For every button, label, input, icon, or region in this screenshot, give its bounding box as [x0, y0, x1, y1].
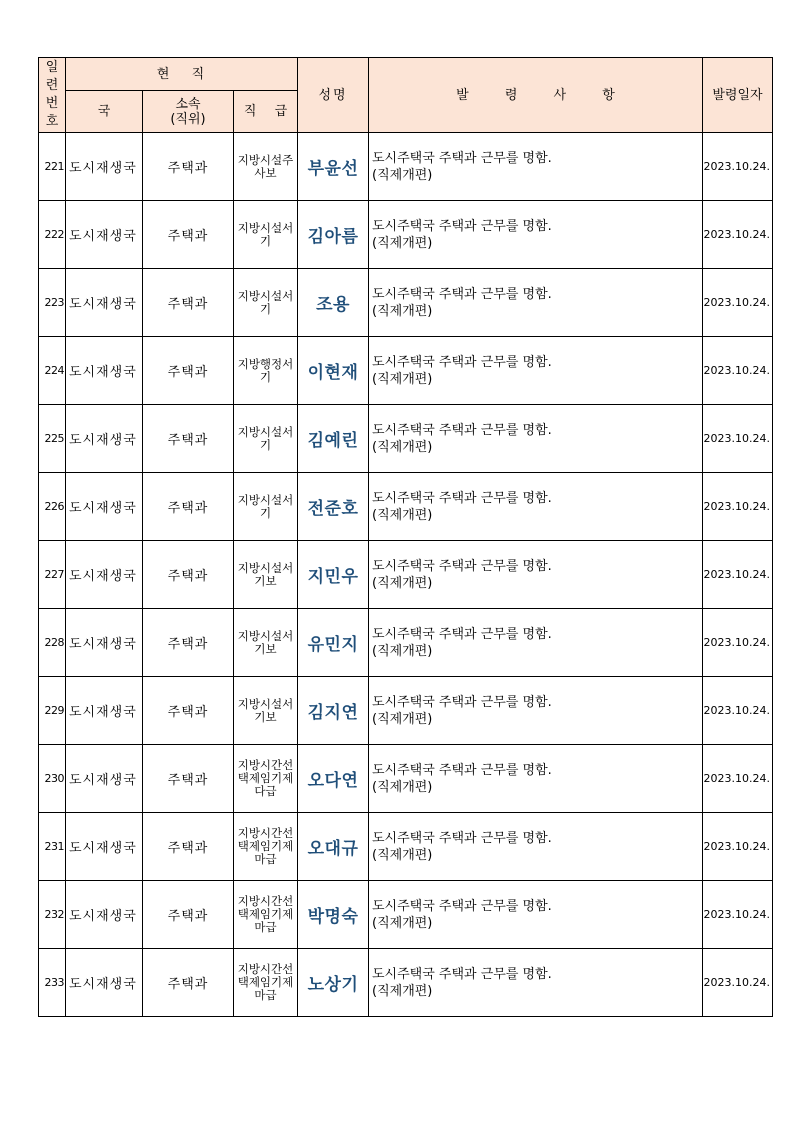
row-number — [39, 745, 66, 813]
row-name — [298, 813, 369, 881]
row-date-text: 2023.10.24. — [703, 500, 770, 513]
row-grade — [234, 541, 298, 609]
row-name-text: 부윤선 — [307, 159, 359, 179]
row-number — [39, 541, 66, 609]
row-name — [298, 269, 369, 337]
row-section — [143, 133, 234, 201]
row-bureau-text: 도시재생국 — [69, 773, 137, 788]
row-bureau — [66, 677, 143, 745]
row-grade-text: 지방시설주 사보 — [237, 152, 294, 180]
row-bureau — [66, 201, 143, 269]
row-number-text: 226 — [44, 500, 64, 513]
row-order — [369, 201, 703, 269]
row-order-text: 도시주택국 주택과 근무를 명함. (직제개편) — [372, 150, 552, 183]
row-bureau-text: 도시재생국 — [69, 433, 137, 448]
row-date-text: 2023.10.24. — [703, 772, 770, 785]
row-date-text: 2023.10.24. — [703, 976, 770, 989]
row-date — [703, 541, 773, 609]
row-section — [143, 745, 234, 813]
row-section — [143, 881, 234, 949]
row-number-text: 225 — [44, 432, 64, 445]
row-number-text: 228 — [44, 636, 64, 649]
row-name-text: 오다연 — [307, 771, 359, 791]
header-date: 발령일자 — [703, 58, 773, 133]
row-section — [143, 541, 234, 609]
header-section — [143, 91, 234, 133]
row-number-text: 222 — [44, 228, 64, 241]
row-grade — [234, 881, 298, 949]
row-grade-text: 지방시설서 기 — [237, 492, 294, 520]
table-row — [39, 609, 773, 677]
row-number-text: 224 — [44, 364, 64, 377]
row-bureau — [66, 269, 143, 337]
row-section — [143, 201, 234, 269]
table-row — [39, 133, 773, 201]
row-date-text: 2023.10.24. — [703, 432, 770, 445]
row-grade-text: 지방시설서 기 — [237, 288, 294, 316]
row-number-text: 227 — [44, 568, 64, 581]
row-number — [39, 269, 66, 337]
row-grade — [234, 677, 298, 745]
row-grade — [234, 405, 298, 473]
row-number — [39, 201, 66, 269]
row-number — [39, 473, 66, 541]
row-date-text: 2023.10.24. — [703, 364, 770, 377]
row-order-text: 도시주택국 주택과 근무를 명함. (직제개편) — [372, 830, 552, 863]
row-grade — [234, 269, 298, 337]
row-bureau-text: 도시재생국 — [69, 297, 137, 312]
row-grade-text: 지방시설서 기 — [237, 424, 294, 452]
row-order-text: 도시주택국 주택과 근무를 명함. (직제개편) — [372, 762, 552, 795]
row-grade — [234, 201, 298, 269]
row-name — [298, 949, 369, 1017]
row-order — [369, 337, 703, 405]
row-name-text: 노상기 — [307, 975, 359, 995]
row-date-text: 2023.10.24. — [703, 568, 770, 581]
row-name — [298, 609, 369, 677]
table-row — [39, 745, 773, 813]
row-bureau — [66, 609, 143, 677]
row-name — [298, 201, 369, 269]
row-bureau-text: 도시재생국 — [69, 977, 137, 992]
row-order-text: 도시주택국 주택과 근무를 명함. (직제개편) — [372, 626, 552, 659]
table-row — [39, 881, 773, 949]
row-grade — [234, 473, 298, 541]
row-date-text: 2023.10.24. — [703, 160, 770, 173]
table-row — [39, 405, 773, 473]
row-bureau — [66, 133, 143, 201]
row-bureau-text: 도시재생국 — [69, 637, 137, 652]
row-bureau — [66, 541, 143, 609]
row-grade-text: 지방시설서 기보 — [237, 628, 294, 656]
row-bureau-text: 도시재생국 — [69, 909, 137, 924]
row-number — [39, 609, 66, 677]
table-row — [39, 337, 773, 405]
row-name-text: 유민지 — [307, 635, 359, 655]
row-order-text: 도시주택국 주택과 근무를 명함. (직제개편) — [372, 898, 552, 931]
row-grade — [234, 337, 298, 405]
row-number — [39, 949, 66, 1017]
row-name-text: 김예린 — [307, 431, 359, 451]
row-number — [39, 881, 66, 949]
table-row — [39, 473, 773, 541]
row-name-text: 오대규 — [307, 839, 359, 859]
row-number-text: 230 — [44, 772, 64, 785]
row-bureau-text: 도시재생국 — [69, 841, 137, 856]
row-number-text: 232 — [44, 908, 64, 921]
row-number — [39, 677, 66, 745]
row-date-text: 2023.10.24. — [703, 840, 770, 853]
row-number-text: 233 — [44, 976, 64, 989]
row-section-text: 주택과 — [167, 977, 209, 992]
row-date-text: 2023.10.24. — [703, 296, 770, 309]
row-order — [369, 473, 703, 541]
row-date — [703, 133, 773, 201]
table-row — [39, 269, 773, 337]
row-date — [703, 473, 773, 541]
row-section — [143, 949, 234, 1017]
row-section-text: 주택과 — [167, 705, 209, 720]
row-name-text: 전준호 — [307, 499, 359, 519]
row-section — [143, 813, 234, 881]
header-section-label: 소속 (직위) — [170, 96, 206, 127]
row-name — [298, 473, 369, 541]
row-name-text: 김지연 — [307, 703, 359, 723]
header-name: 성명 — [298, 58, 369, 133]
row-section-text: 주택과 — [167, 297, 209, 312]
row-order-text: 도시주택국 주택과 근무를 명함. (직제개편) — [372, 286, 552, 319]
row-bureau — [66, 405, 143, 473]
row-grade-text: 지방시간선 택제임기제 마급 — [237, 826, 294, 866]
row-section-text: 주택과 — [167, 161, 209, 176]
row-grade-text: 지방시간선 택제임기제 마급 — [237, 962, 294, 1002]
row-section-text: 주택과 — [167, 841, 209, 856]
table-row — [39, 201, 773, 269]
row-date — [703, 201, 773, 269]
row-date — [703, 949, 773, 1017]
row-name — [298, 881, 369, 949]
row-bureau — [66, 949, 143, 1017]
header-order: 발 령 사 항 — [369, 58, 703, 133]
row-name-text: 지민우 — [307, 567, 359, 587]
row-order — [369, 881, 703, 949]
row-grade — [234, 745, 298, 813]
row-bureau — [66, 337, 143, 405]
row-order — [369, 745, 703, 813]
row-bureau-text: 도시재생국 — [69, 161, 137, 176]
row-bureau-text: 도시재생국 — [69, 229, 137, 244]
row-grade-text: 지방시간선 택제임기제 다급 — [237, 758, 294, 798]
row-grade-text: 지방시설서 기 — [237, 220, 294, 248]
row-order-text: 도시주택국 주택과 근무를 명함. (직제개편) — [372, 966, 552, 999]
row-bureau-text: 도시재생국 — [69, 569, 137, 584]
table-row — [39, 677, 773, 745]
row-section — [143, 473, 234, 541]
row-bureau-text: 도시재생국 — [69, 365, 137, 380]
row-grade-text: 지방시설서 기보 — [237, 560, 294, 588]
row-order — [369, 541, 703, 609]
row-number — [39, 813, 66, 881]
row-date-text: 2023.10.24. — [703, 228, 770, 241]
row-bureau-text: 도시재생국 — [69, 705, 137, 720]
row-section — [143, 677, 234, 745]
header-serial-label: 일 련 번 호 — [45, 60, 59, 129]
row-date-text: 2023.10.24. — [703, 636, 770, 649]
row-name-text: 조용 — [316, 295, 350, 315]
table-row — [39, 949, 773, 1017]
row-bureau — [66, 881, 143, 949]
row-number — [39, 337, 66, 405]
row-section-text: 주택과 — [167, 909, 209, 924]
row-grade-text: 지방행정서 기 — [237, 356, 294, 384]
row-date-text: 2023.10.24. — [703, 704, 770, 717]
row-name-text: 박명숙 — [307, 907, 359, 927]
row-grade-text: 지방시간선 택제임기제 마급 — [237, 894, 294, 934]
table-row — [39, 541, 773, 609]
row-date — [703, 609, 773, 677]
row-section — [143, 269, 234, 337]
row-order-text: 도시주택국 주택과 근무를 명함. (직제개편) — [372, 694, 552, 727]
row-number-text: 223 — [44, 296, 64, 309]
row-date — [703, 269, 773, 337]
row-name — [298, 405, 369, 473]
personnel-order-table — [38, 57, 773, 1017]
header-bureau: 국 — [66, 91, 143, 133]
row-number-text: 231 — [44, 840, 64, 853]
row-section — [143, 609, 234, 677]
row-order-text: 도시주택국 주택과 근무를 명함. (직제개편) — [372, 490, 552, 523]
row-name — [298, 133, 369, 201]
row-section-text: 주택과 — [167, 501, 209, 516]
row-date — [703, 813, 773, 881]
row-order — [369, 949, 703, 1017]
row-section-text: 주택과 — [167, 637, 209, 652]
row-order-text: 도시주택국 주택과 근무를 명함. (직제개편) — [372, 422, 552, 455]
row-bureau — [66, 813, 143, 881]
row-order — [369, 133, 703, 201]
row-order — [369, 269, 703, 337]
row-date — [703, 881, 773, 949]
row-name-text: 김아름 — [307, 227, 359, 247]
row-bureau — [66, 745, 143, 813]
header-serial-number — [39, 58, 66, 133]
row-order-text: 도시주택국 주택과 근무를 명함. (직제개편) — [372, 558, 552, 591]
row-order-text: 도시주택국 주택과 근무를 명함. (직제개편) — [372, 354, 552, 387]
row-section-text: 주택과 — [167, 229, 209, 244]
row-order — [369, 609, 703, 677]
header-current-post: 현 직 — [66, 58, 298, 91]
row-name — [298, 745, 369, 813]
row-date-text: 2023.10.24. — [703, 908, 770, 921]
row-date — [703, 405, 773, 473]
row-order-text: 도시주택국 주택과 근무를 명함. (직제개편) — [372, 218, 552, 251]
row-grade — [234, 133, 298, 201]
row-date — [703, 337, 773, 405]
header-grade: 직 급 — [234, 91, 298, 133]
row-section — [143, 337, 234, 405]
row-section-text: 주택과 — [167, 569, 209, 584]
row-bureau-text: 도시재생국 — [69, 501, 137, 516]
row-order — [369, 677, 703, 745]
row-section-text: 주택과 — [167, 773, 209, 788]
row-date — [703, 745, 773, 813]
row-name-text: 이현재 — [307, 363, 359, 383]
row-grade-text: 지방시설서 기보 — [237, 696, 294, 724]
row-number-text: 221 — [44, 160, 64, 173]
row-grade — [234, 949, 298, 1017]
row-order — [369, 405, 703, 473]
row-order — [369, 813, 703, 881]
row-name — [298, 541, 369, 609]
table-body — [39, 133, 773, 1017]
row-section-text: 주택과 — [167, 365, 209, 380]
row-name — [298, 677, 369, 745]
table-row — [39, 813, 773, 881]
row-bureau — [66, 473, 143, 541]
row-section-text: 주택과 — [167, 433, 209, 448]
row-number-text: 229 — [44, 704, 64, 717]
row-section — [143, 405, 234, 473]
row-grade — [234, 609, 298, 677]
row-number — [39, 405, 66, 473]
row-date — [703, 677, 773, 745]
row-grade — [234, 813, 298, 881]
row-name — [298, 337, 369, 405]
row-number — [39, 133, 66, 201]
